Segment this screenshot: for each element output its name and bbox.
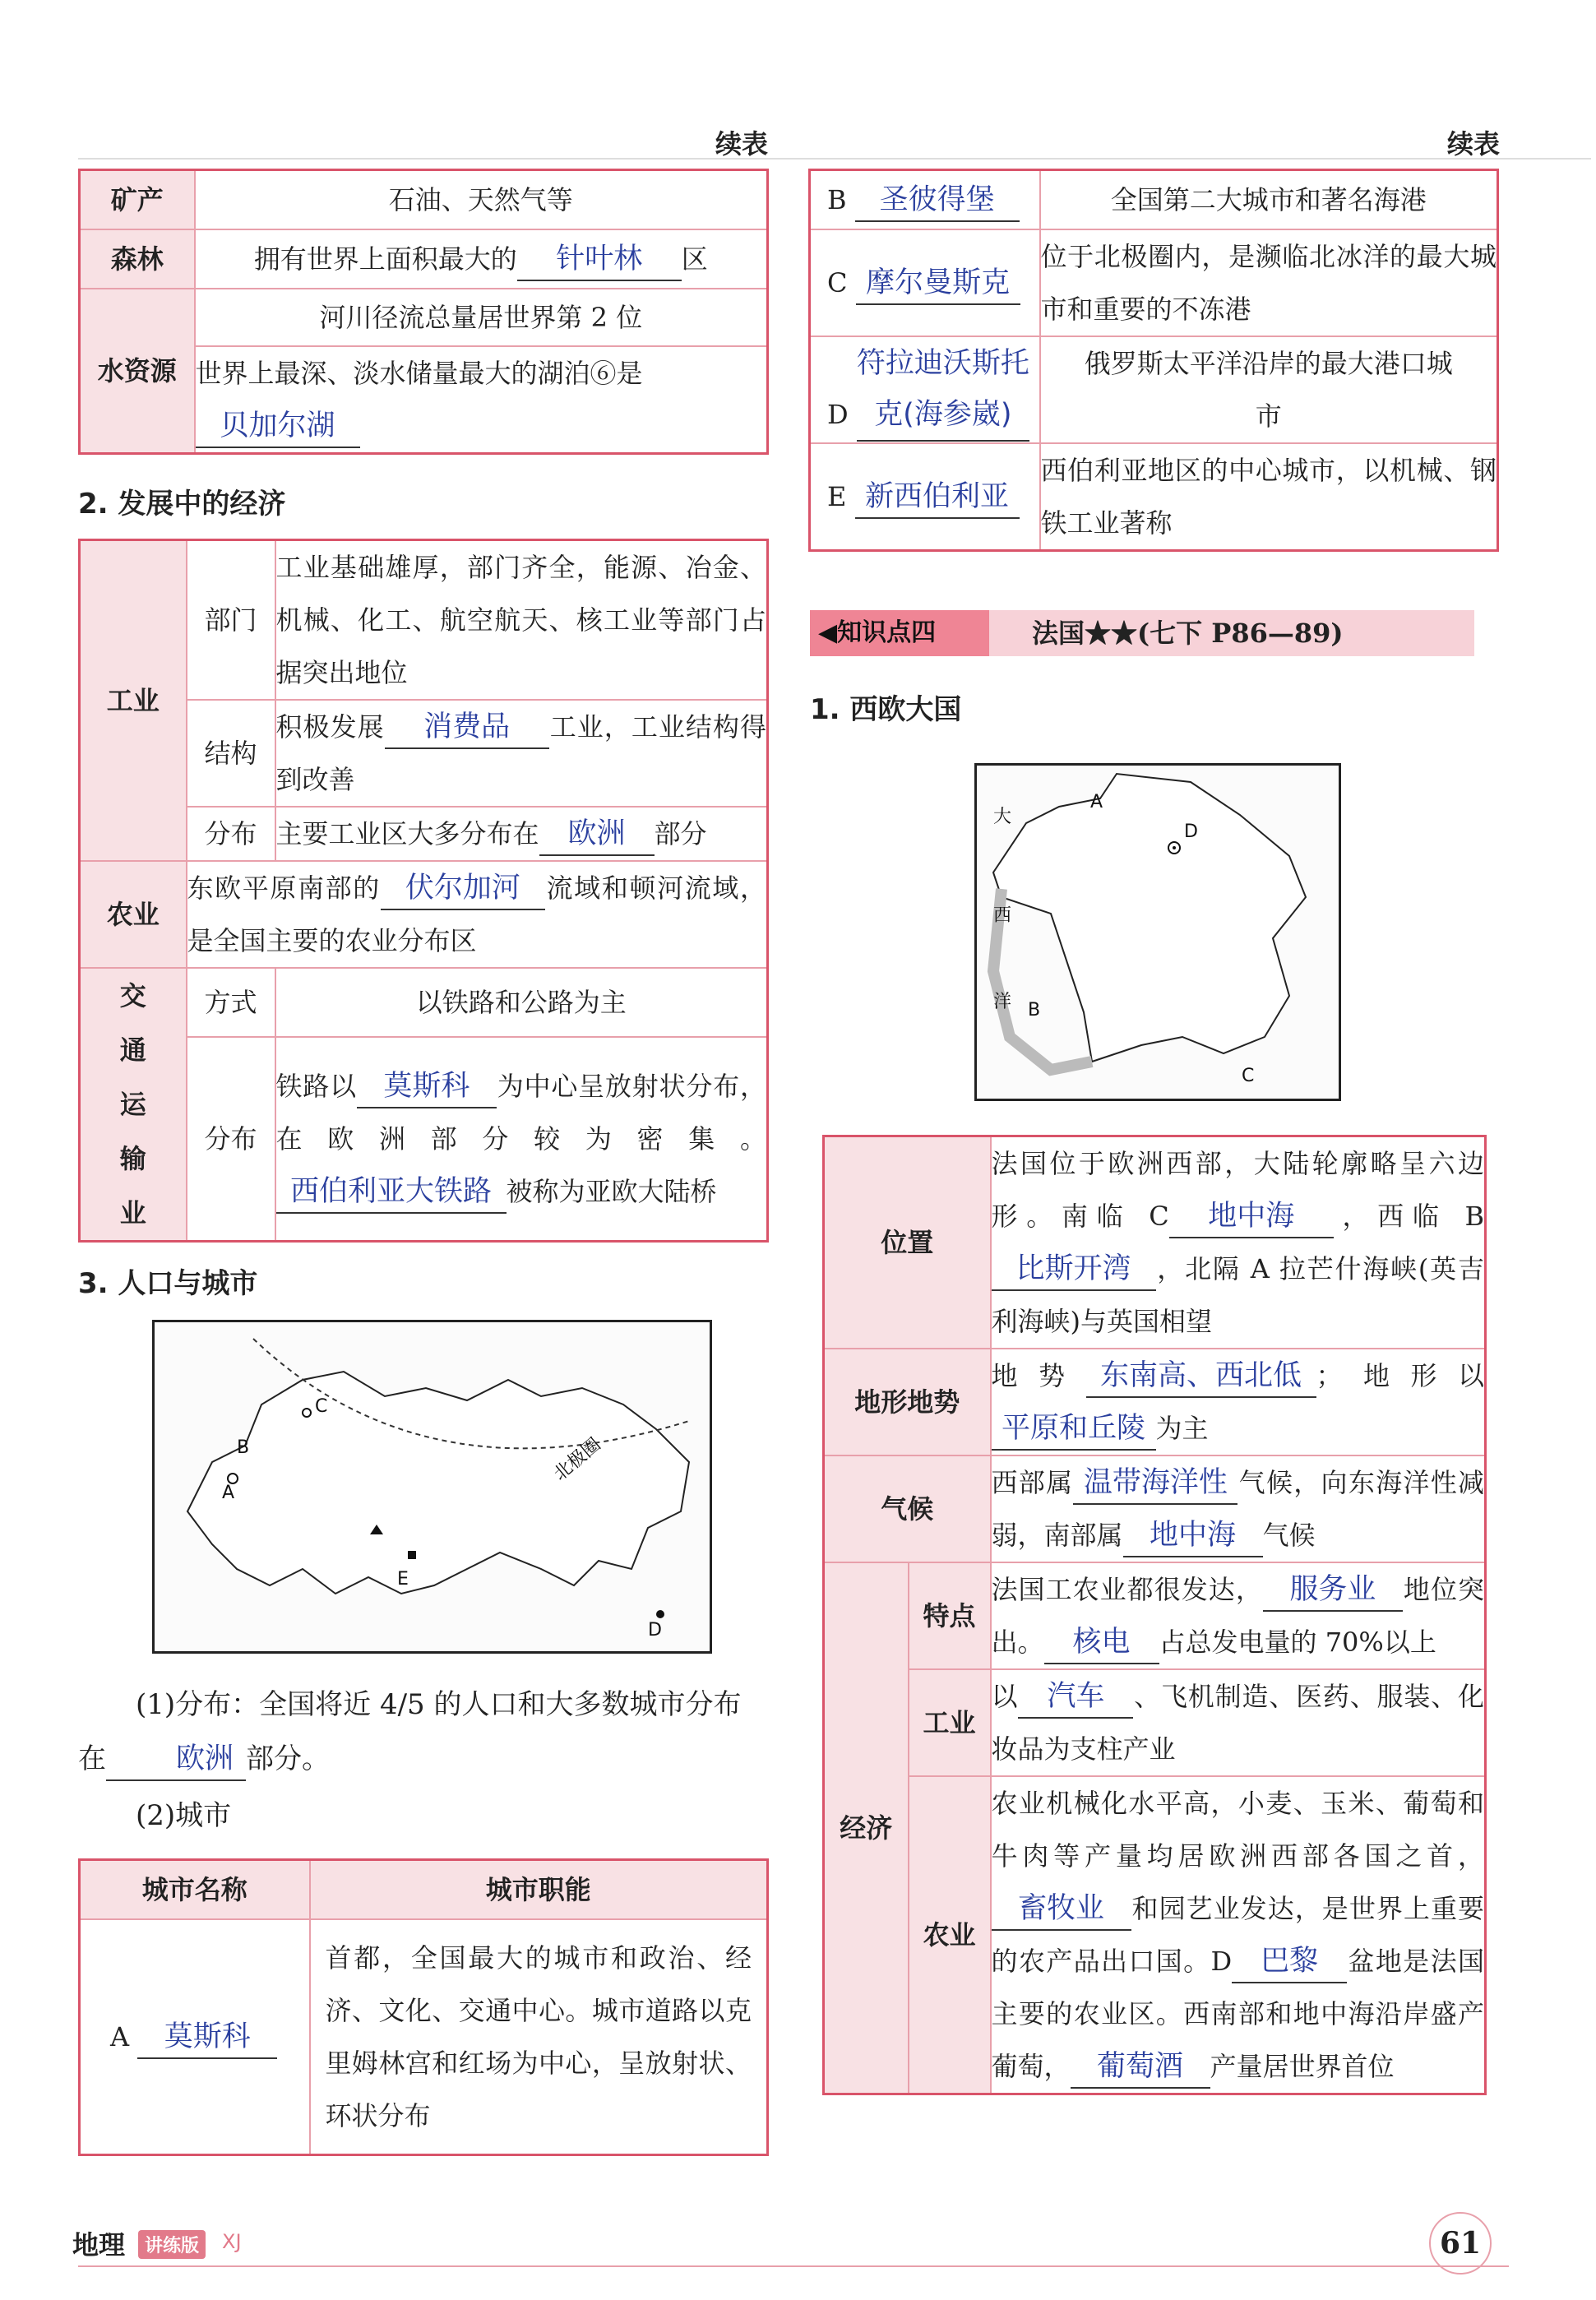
climate-cell	[991, 1455, 1486, 1562]
struct-label: 结构	[187, 700, 275, 807]
econ-agri-cell	[991, 1776, 1486, 2094]
ocean-label-1: 大	[993, 807, 1012, 827]
forest-cell	[195, 229, 768, 289]
ocean-label-2: 西	[993, 905, 1012, 926]
city-table	[78, 1858, 769, 2156]
map-label-c: C	[315, 1396, 328, 1417]
footer-badge: 讲练版	[138, 2230, 206, 2259]
city-e-letter: E	[827, 480, 847, 512]
climate-mid: 气候，向东海洋性减弱，南部属	[991, 1467, 1484, 1551]
speaker-icon: ◀	[818, 618, 838, 647]
row-label-water: 水资源	[80, 289, 195, 454]
position-answer-south: 地中海	[1169, 1196, 1334, 1238]
city-e-answer: 新西伯利亚	[855, 476, 1020, 519]
econ-agri-label: 农业	[909, 1776, 991, 2094]
city-a-letter: A	[110, 2020, 130, 2052]
footer-edition: XJ	[222, 2230, 242, 2253]
city-c-desc: 位于北极圈内，是濒临北冰洋的最大城市和重要的不冻港	[1040, 229, 1498, 336]
footer-subject: 地理	[72, 2229, 126, 2261]
city-c-answer: 摩尔曼斯克	[856, 262, 1020, 305]
russia-map	[152, 1320, 712, 1654]
city-continued-table	[808, 169, 1499, 552]
forest-answer: 针叶林	[517, 238, 682, 281]
feature-mid: 地位突出。	[991, 1574, 1484, 1658]
city-d-cell	[810, 336, 1040, 443]
struct-pre: 积极发展	[275, 711, 385, 743]
city-c-letter: C	[827, 266, 848, 298]
rail-center-answer: 莫斯科	[357, 1066, 497, 1108]
rail-label: 分布	[187, 1037, 275, 1241]
econ-industry-pre: 以	[991, 1681, 1019, 1712]
right-continued-label: 续表	[1447, 128, 1501, 160]
left-continued-label: 续表	[715, 128, 769, 160]
arctic-circle-label: 北极圈	[549, 1434, 605, 1485]
position-answer-west: 比斯开湾	[992, 1248, 1156, 1291]
econ-agri-post: 产量居世界首位	[1210, 2051, 1395, 2082]
city-b-letter: B	[827, 183, 847, 215]
knowledge-point-tag	[810, 610, 989, 656]
page-top-rule	[78, 158, 1591, 160]
position-cell	[991, 1136, 1486, 1349]
france-map-label-a: A	[1090, 792, 1103, 812]
row-label-minerals: 矿产	[80, 170, 195, 229]
climate-label: 气候	[824, 1455, 991, 1562]
rail-mid: 为中心呈放射状分布，在欧洲部分较为密集。	[275, 1071, 766, 1155]
terrain-post: 为主	[1155, 1413, 1209, 1444]
section1-title: 1. 西欧大国	[810, 693, 962, 726]
footer-rule	[78, 2265, 1509, 2267]
city-e-desc: 西伯利亚地区的中心城市，以机械、钢铁工业著称	[1040, 443, 1498, 551]
climate-post: 气候	[1262, 1520, 1316, 1551]
feature-label: 特点	[909, 1562, 991, 1669]
q1-post: 部分。	[246, 1742, 330, 1775]
rail-pre: 铁路以	[275, 1071, 357, 1103]
dist-pre: 主要工业区大多分布在	[275, 818, 539, 849]
city-d-desc: 俄罗斯太平洋沿岸的最大港口城市	[1040, 336, 1498, 443]
terrain-answer-landform: 平原和丘陵	[992, 1408, 1156, 1451]
agri-post: 流域和顿河流域，是全国主要的农业分布区	[187, 872, 766, 956]
rail-post: 被称为亚欧大陆桥	[506, 1176, 717, 1208]
knowledge-point-tag-text: 知识点四	[837, 618, 937, 647]
section3-title: 3. 人口与城市	[78, 1267, 258, 1300]
dist-answer: 欧洲	[539, 813, 655, 856]
climate-answer-south: 地中海	[1123, 1515, 1263, 1557]
city-b-answer: 圣彼得堡	[855, 179, 1020, 222]
industry-label: 工业	[80, 540, 187, 862]
agri-cell	[187, 861, 768, 968]
mode-text: 以铁路和公路为主	[275, 968, 768, 1037]
struct-answer: 消费品	[385, 706, 549, 749]
econ-industry-label: 工业	[909, 1669, 991, 1776]
ocean-label-3: 洋	[993, 992, 1012, 1012]
france-map	[974, 763, 1341, 1101]
econ-agri-mid2: 盆地是法国主要的农业区。西南部和地中海沿岸盛产葡萄，	[991, 1946, 1484, 2082]
transport-label: 交通运输业	[80, 968, 187, 1242]
climate-pre: 西部属	[991, 1467, 1074, 1498]
forest-post: 区	[681, 243, 708, 275]
russia-map-outline	[155, 1322, 710, 1651]
city-b-cell	[810, 170, 1040, 229]
q2-label: (2)城市	[136, 1799, 232, 1832]
map-label-a: A	[222, 1483, 235, 1503]
water-line1: 河川径流总量居世界第 2 位	[195, 289, 768, 346]
economy-table	[78, 539, 769, 1243]
feature-post: 占总发电量的 70%以上	[1159, 1627, 1436, 1658]
q1-answer: 欧洲	[106, 1738, 246, 1781]
q1-paragraph	[78, 1678, 769, 1786]
position-label: 位置	[824, 1136, 991, 1349]
resource-table	[78, 169, 769, 455]
econ-industry-post: 、飞机制造、医药、服装、化妆品为支柱产业	[991, 1681, 1484, 1765]
france-map-label-b: B	[1028, 1000, 1041, 1020]
econ-agri-answer-basin: 巴黎	[1232, 1941, 1347, 1983]
feature-pre: 法国工农业都很发达，	[991, 1574, 1263, 1605]
econ-industry-cell	[991, 1669, 1486, 1776]
water-lake-pre: 世界上最深、淡水储量最大的湖泊⑥是	[195, 357, 643, 389]
city-name-header: 城市名称	[80, 1860, 310, 1919]
agri-pre: 东欧平原南部的	[187, 872, 381, 904]
dist-cell	[275, 807, 768, 861]
climate-answer-west: 温带海洋性	[1073, 1462, 1237, 1505]
city-c-cell	[810, 229, 1040, 336]
dist-post: 部分	[654, 818, 707, 849]
struct-cell	[275, 700, 768, 807]
france-map-outline	[977, 766, 1339, 1099]
dept-text: 工业基础雄厚，部门齐全，能源、冶金、机械、化工、航空航天、核工业等部门占据突出地位	[275, 540, 768, 701]
econ-agri-pre: 农业机械化水平高，小麦、玉米、葡萄和牛肉等产量均居欧洲西部各国之首，	[991, 1788, 1484, 1872]
feature-answer-service: 服务业	[1263, 1569, 1403, 1612]
forest-pre: 拥有世界上面积最大的	[253, 243, 517, 275]
lake-answer: 贝加尔湖	[196, 405, 360, 448]
feature-answer-nuclear: 核电	[1044, 1622, 1159, 1664]
map-label-e: E	[397, 1569, 409, 1590]
page-number: 61	[1429, 2212, 1492, 2275]
city-e-cell	[810, 443, 1040, 551]
position-post: ，北隔 A 拉芒什海峡(英吉利海峡)与英国相望	[991, 1253, 1484, 1337]
city-a-desc: 首都，全国最大的城市和政治、经济、文化、交通中心。城市道路以克里姆林宫和红场为中心，呈放射状、环状分布	[310, 1919, 768, 2155]
econ-agri-answer-livestock: 畜牧业	[992, 1888, 1131, 1931]
france-map-label-c: C	[1242, 1066, 1255, 1086]
city-a-answer: 莫斯科	[137, 2016, 277, 2059]
terrain-answer-slope: 东南高、西北低	[1086, 1355, 1316, 1398]
city-d-answer: 符拉迪沃斯托克(海参崴)	[857, 338, 1029, 442]
agri-label: 农业	[80, 861, 187, 968]
minerals-text: 石油、天然气等	[195, 170, 768, 229]
rail-cell	[275, 1037, 768, 1241]
econ-agri-answer-wine: 葡萄酒	[1071, 2046, 1210, 2089]
knowledge-point-title: 法国★★(七下 P86—89)	[1032, 618, 1344, 649]
terrain-label: 地形地势	[824, 1349, 991, 1455]
econ-industry-answer: 汽车	[1018, 1676, 1133, 1719]
mode-label: 方式	[187, 968, 275, 1037]
dept-label: 部门	[187, 540, 275, 701]
terrain-cell	[991, 1349, 1486, 1455]
city-function-header: 城市职能	[310, 1860, 768, 1919]
position-pre: 法国位于欧洲西部，大陆轮廓略呈六边形。南临 C	[991, 1148, 1484, 1232]
agri-answer: 伏尔加河	[381, 868, 545, 910]
terrain-pre: 地势	[991, 1360, 1086, 1391]
terrain-mid: ；地形以	[1316, 1360, 1484, 1391]
row-label-forest: 森林	[80, 229, 195, 289]
city-d-letter: D	[827, 398, 849, 430]
map-label-b: B	[237, 1437, 250, 1458]
q1-pre: (1)分布：全国将近 4/5 的人口和大多数城市分布在	[78, 1688, 742, 1775]
economy-label: 经济	[824, 1562, 909, 2094]
map-label-d: D	[648, 1620, 662, 1641]
france-table	[822, 1135, 1487, 2095]
siberian-railway-answer: 西伯利亚大铁路	[276, 1171, 507, 1214]
knowledge-point-banner	[810, 610, 1474, 656]
city-b-desc: 全国第二大城市和著名海港	[1040, 170, 1498, 229]
dist-label: 分布	[187, 807, 275, 861]
city-a-name-cell	[80, 1919, 310, 2155]
water-lake-cell	[195, 346, 768, 454]
struct-post: 工业，工业结构得到改善	[275, 711, 766, 795]
econ-agri-mid1: 和园艺业发达，是世界上重要的农产品出口国。D	[991, 1893, 1484, 1977]
position-mid: ，西临 B	[1333, 1201, 1484, 1232]
feature-cell	[991, 1562, 1486, 1669]
france-map-label-d: D	[1184, 821, 1198, 842]
section2-title: 2. 发展中的经济	[78, 488, 286, 521]
